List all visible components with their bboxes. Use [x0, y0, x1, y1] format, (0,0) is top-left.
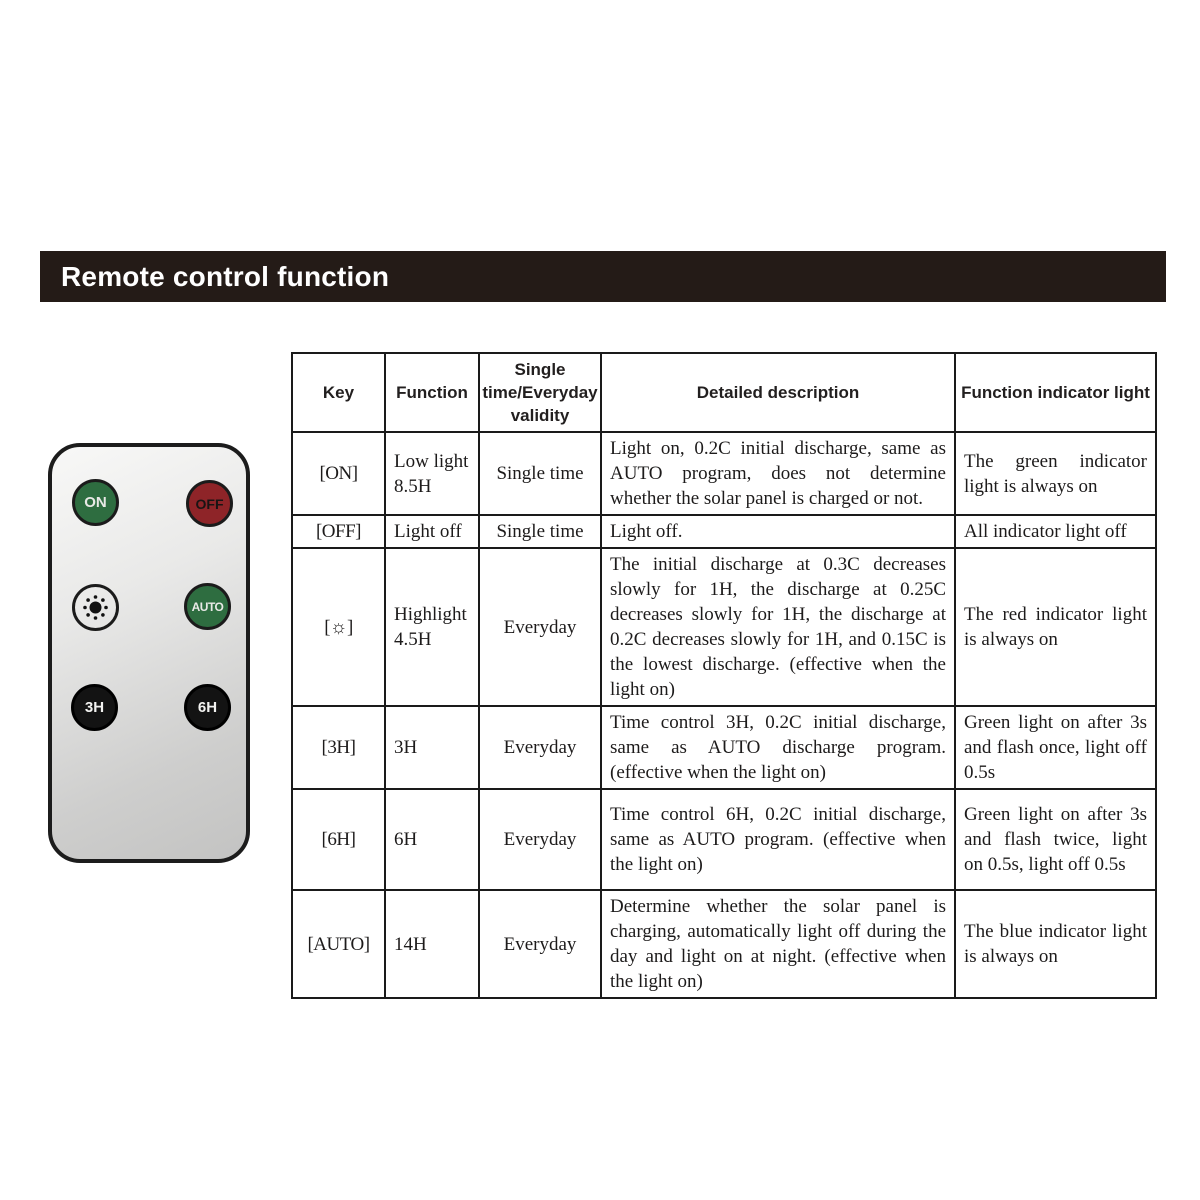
- row-description: Time control 6H, 0.2C initial discharge, same as AUTO program. (effective when the light on): [601, 789, 955, 890]
- table-row: [292, 789, 1156, 890]
- table-row: [292, 515, 1156, 548]
- row-indicator: Green light on after 3s and flash once, light off 0.5s: [955, 706, 1156, 789]
- row-validity: Single time: [479, 432, 601, 515]
- row-indicator: The red indicator light is always on: [955, 548, 1156, 706]
- row-key: [OFF]: [292, 515, 385, 548]
- row-key: [☼]: [292, 548, 385, 706]
- remote-control-illustration: [48, 443, 250, 863]
- section-title-bar: [40, 251, 1166, 302]
- remote-on-button: [72, 479, 119, 526]
- row-description: Light on, 0.2C initial discharge, same as AUTO program, does not determine whether the solar panel is charged or not.: [601, 432, 955, 515]
- table-row: [292, 890, 1156, 998]
- row-key: [ON]: [292, 432, 385, 515]
- row-description: The initial discharge at 0.3C decreases slowly for 1H, the discharge at 0.25C decreases slowly for 1H, the discharge at 0.2C decreases slowly for 1H, and 0.15C is the lowest discharge. (effective when the light on): [601, 548, 955, 706]
- row-function: Light off: [385, 515, 479, 548]
- header-description: Detailed description: [601, 353, 955, 432]
- row-function: Low light 8.5H: [385, 432, 479, 515]
- remote-highlight-button: [72, 584, 119, 631]
- row-validity: Everyday: [479, 890, 601, 998]
- header-function: Function: [385, 353, 479, 432]
- remote-6h-label: 6H: [197, 699, 218, 716]
- row-validity: Everyday: [479, 706, 601, 789]
- row-function: Highlight 4.5H: [385, 548, 479, 706]
- table-row: [292, 432, 1156, 515]
- row-validity: Single time: [479, 515, 601, 548]
- row-indicator: The blue indicator light is always on: [955, 890, 1156, 998]
- row-description: Light off.: [601, 515, 955, 548]
- row-key: [AUTO]: [292, 890, 385, 998]
- row-function: 6H: [385, 789, 479, 890]
- row-indicator: Green light on after 3s and flash twice, light on 0.5s, light off 0.5s: [955, 789, 1156, 890]
- row-key: [3H]: [292, 706, 385, 789]
- header-indicator: Function indicator light: [955, 353, 1156, 432]
- row-function: 14H: [385, 890, 479, 998]
- remote-on-label: ON: [84, 494, 107, 511]
- row-validity: Everyday: [479, 548, 601, 706]
- remote-off-button: [186, 480, 233, 527]
- remote-3h-button: [71, 684, 118, 731]
- row-description: Time control 3H, 0.2C initial discharge, same as AUTO discharge program. (effective when the light on): [601, 706, 955, 789]
- table-row: [292, 706, 1156, 789]
- remote-off-label: OFF: [195, 495, 224, 512]
- header-key: Key: [292, 353, 385, 432]
- row-indicator: All indicator light off: [955, 515, 1156, 548]
- row-key: [6H]: [292, 789, 385, 890]
- row-function: 3H: [385, 706, 479, 789]
- remote-auto-button: [184, 583, 231, 630]
- remote-auto-label: AUTO: [191, 599, 224, 614]
- sun-icon: [82, 594, 109, 621]
- row-validity: Everyday: [479, 789, 601, 890]
- table-header-row: [292, 353, 1156, 432]
- remote-6h-button: [184, 684, 231, 731]
- remote-function-table: [291, 352, 1157, 999]
- section-title: Remote control function: [61, 260, 390, 292]
- header-validity: Single time/Everyday validity: [479, 353, 601, 432]
- table-row: [292, 548, 1156, 706]
- row-description: Determine whether the solar panel is charging, automatically light off during the day and light on at night. (effective when the light on): [601, 890, 955, 998]
- remote-3h-label: 3H: [84, 699, 105, 716]
- row-indicator: The green indicator light is always on: [955, 432, 1156, 515]
